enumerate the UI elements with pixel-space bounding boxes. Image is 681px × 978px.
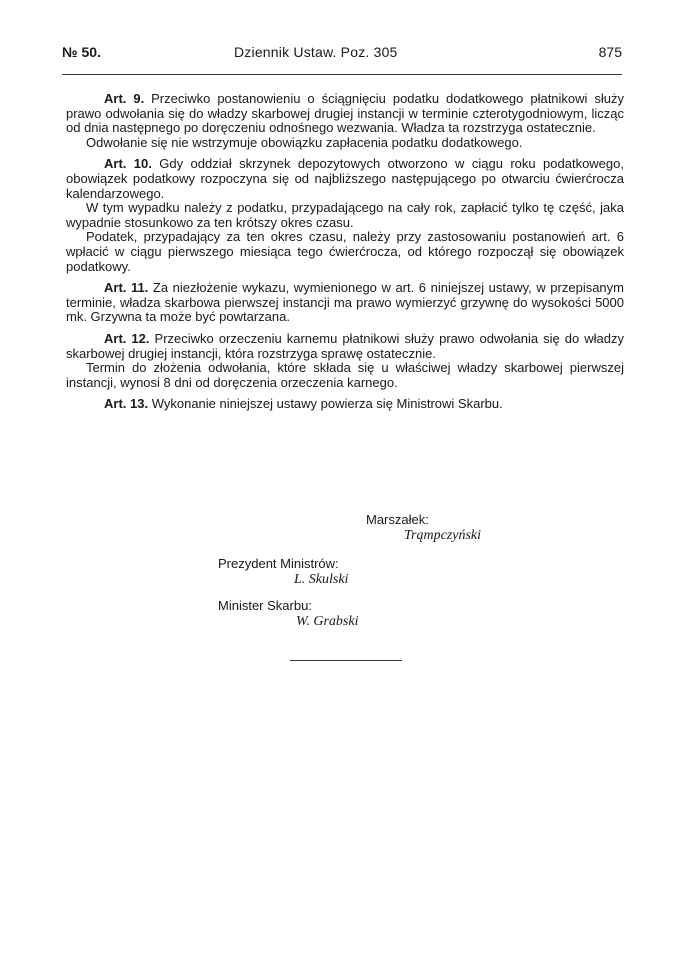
prime-minister-signature (218, 556, 348, 588)
marshal-signature (366, 512, 481, 544)
prime-minister-title: Prezydent Ministrów: (218, 556, 339, 571)
article-text: Przeciwko orzeczeniu karnemu płatnikowi służy prawo odwołania się do władzy skarbowej drugiej instancji, która rozstrzyga sprawę ostatecznie. (66, 330, 624, 361)
article-10 (66, 157, 624, 201)
article-label: Art. 11. (104, 280, 149, 296)
journal-title: Dziennik Ustaw. Poz. 305 (234, 44, 398, 60)
article-11 (66, 281, 624, 325)
article-label: Art. 13. (104, 396, 149, 412)
prime-minister-name: L. Skulski (294, 572, 349, 587)
document-body (66, 92, 624, 412)
article-label: Art. 9. (104, 91, 145, 106)
article-paragraph: Odwołanie się nie wstrzymuje obowiązku zapłacenia podatku dodatkowego. (86, 134, 523, 150)
page-header (62, 44, 622, 66)
article-9 (66, 92, 624, 136)
article-text: Gdy oddział skrzynek depozytowych otworzono w ciągu roku podatkowego, obowiązek podatkowy rozpoczyna się od najbliższego następującego po otwarciu ćwierćrocza kalendarzowego. (66, 156, 624, 201)
article-paragraph: W tym wypadku należy z podatku, przypadającego na cały rok, zapłacić tylko tę część, jaka wypadnie stosunkowo za ten krótszy okres czasu. (66, 200, 624, 230)
marshal-name: Trąmpczyński (404, 528, 481, 543)
closing-rule (290, 660, 402, 661)
minister-title: Minister Skarbu: (218, 598, 312, 613)
article-text: Za niezłożenie wykazu, wymienionego w art. 6 niniejszej ustawy, w przepisanym terminie, władza skarbowa pierwszej instancji ma prawo wymierzyć grzywnę do wysokości 5000 mk. Grzywna ta może być powtarzana. (66, 280, 624, 325)
article-label: Art. 10. (104, 156, 152, 172)
page-number: 875 (598, 44, 622, 60)
article-paragraph: Podatek, przypadający za ten okres czasu, należy przy zastosowaniu postanowień art. 6 wpłacić w ciągu pierwszego miesiąca tego ćwierćrocza, od którego rozpoczął się obowiązek podatkowy. (66, 229, 624, 274)
header-rule (62, 74, 622, 75)
article-text: Przeciwko postanowieniu o ściągnięciu podatku dodatkowego płatnikowi służy prawo odwołania się do władzy skarbowej drugiej instancji w terminie czterotygodniowym, licząc od dnia następnego po doręczeniu odnośnego wezwania. Władza ta rozstrzyga ostatecznie. (66, 91, 624, 136)
minister-name: W. Grabski (296, 614, 359, 629)
article-text: Wykonanie niniejszej ustawy powierza się Ministrowi Skarbu. (151, 396, 503, 412)
article-12 (66, 332, 624, 361)
article-paragraph: Termin do złożenia odwołania, które składa się u właściwej władzy skarbowej pierwszej instancji, wynosi 8 dni od doręczenia orzeczenia karnego. (66, 360, 624, 390)
article-13 (66, 397, 624, 412)
marshal-title: Marszałek: (366, 512, 429, 527)
issue-number: № 50. (62, 44, 101, 60)
minister-signature (218, 598, 359, 630)
article-label: Art. 12. (104, 330, 150, 346)
